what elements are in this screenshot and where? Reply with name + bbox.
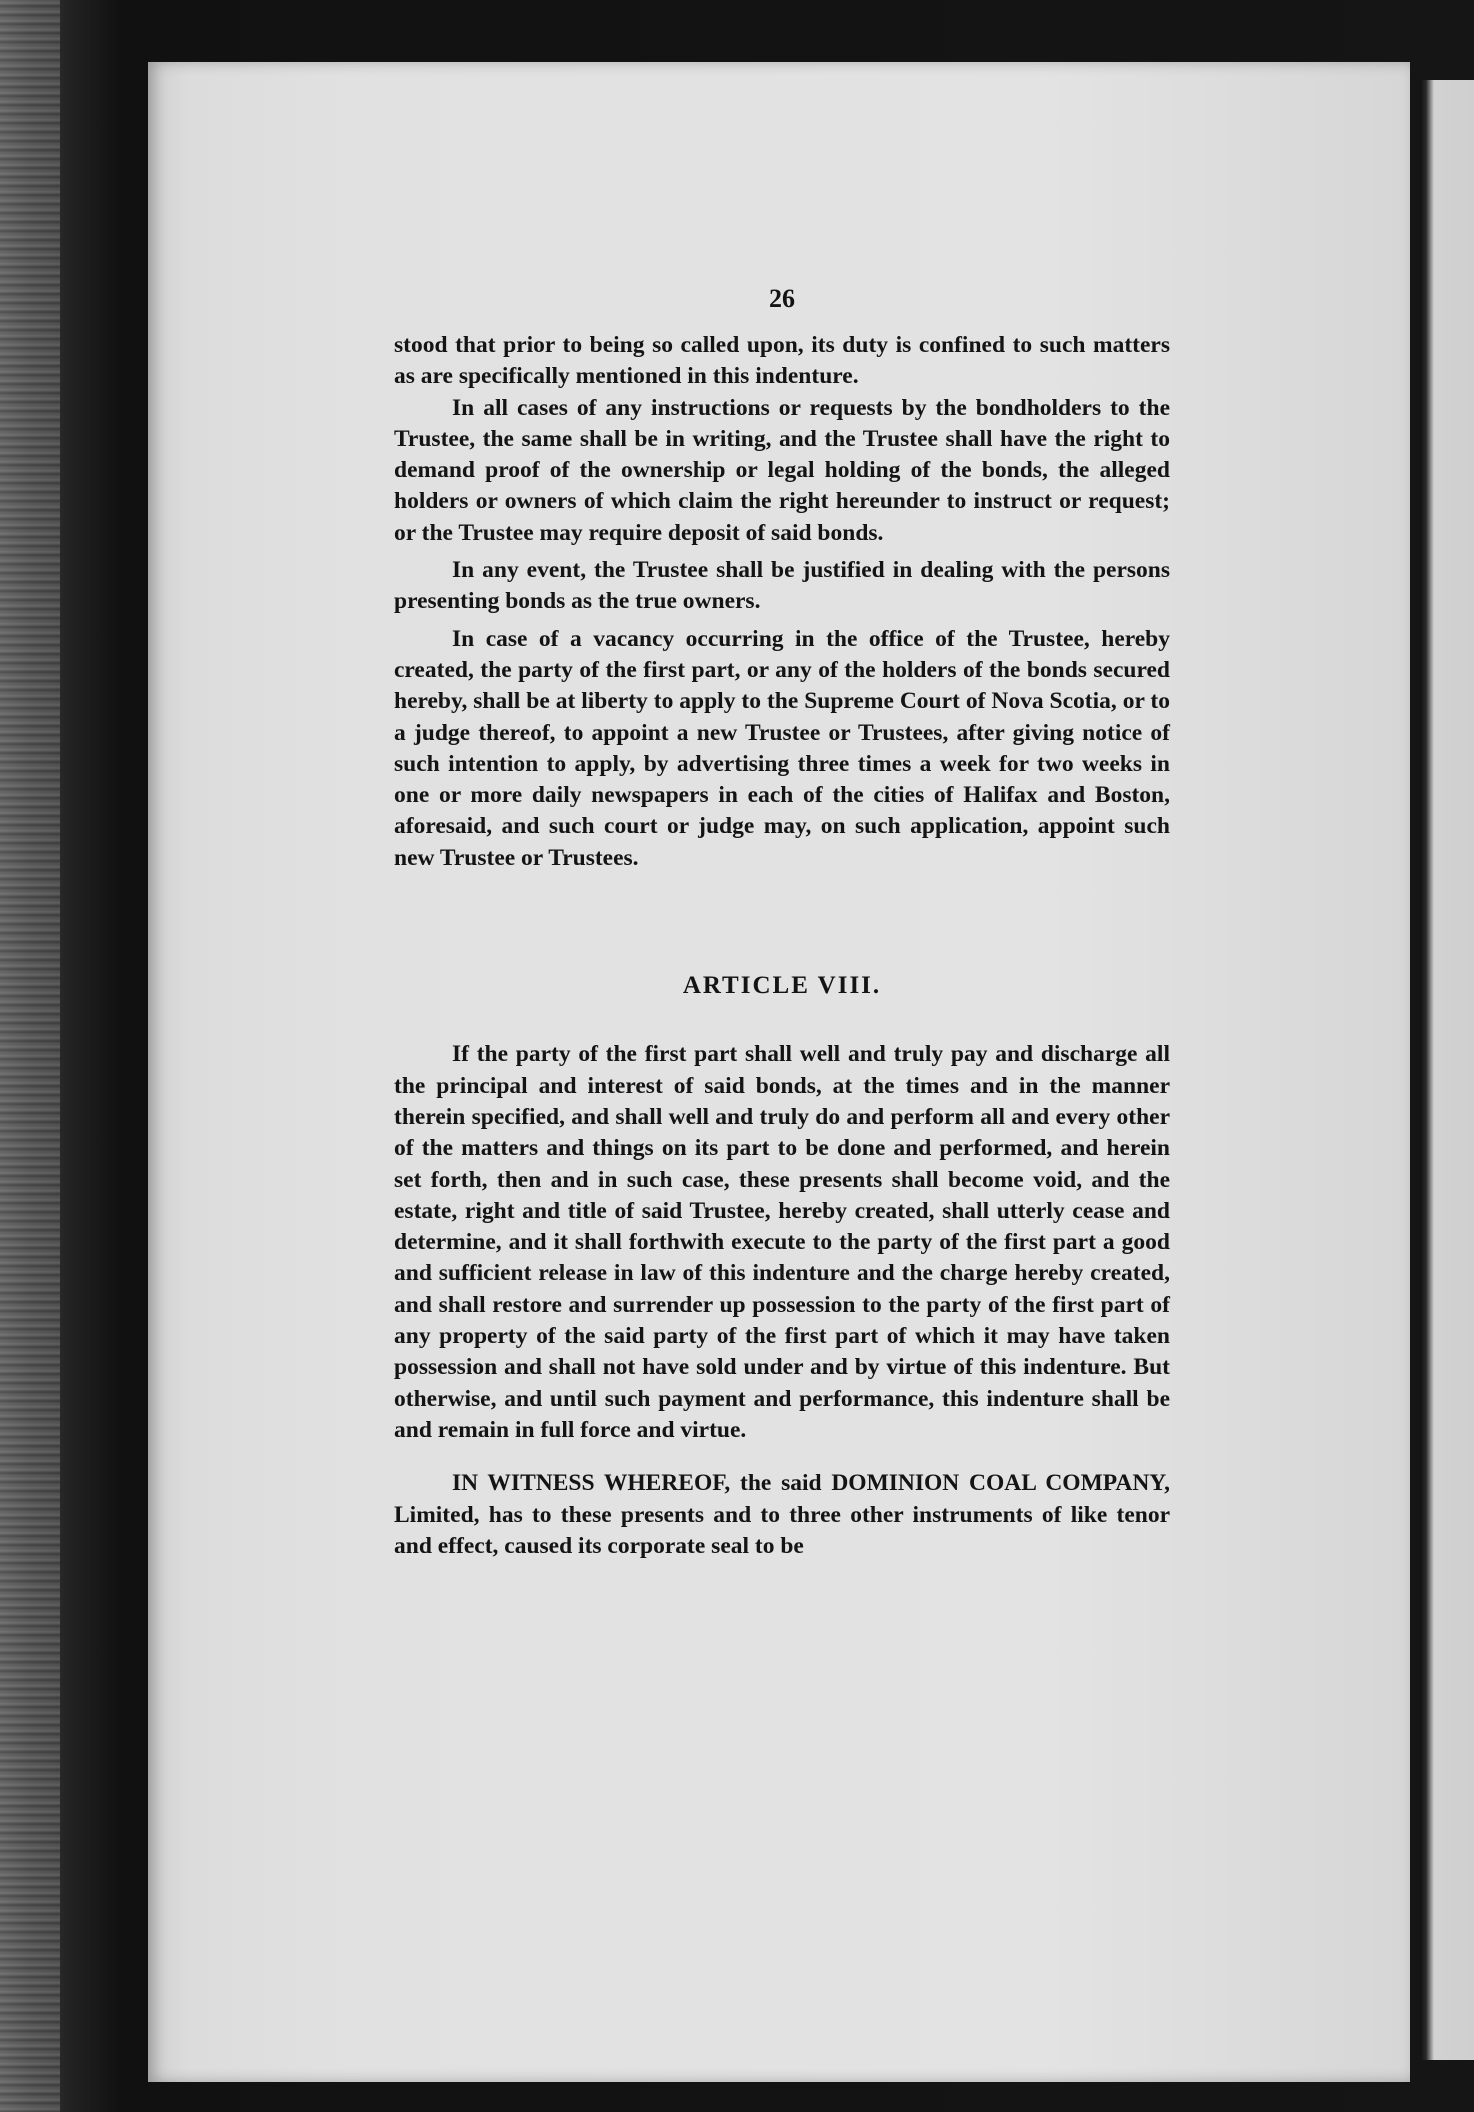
paragraph-vacancy: In case of a vacancy occurring in the office of the Trustee, hereby created, the party of the first part, or any of the holders of the bonds secured hereby, shall be at liberty to apply to the Supreme Court of Nova Scotia, or to a judge thereof, to appoint a new Trustee or Trustees, after giving notice of such intention to apply, by advertising three times a week for two weeks in one or more daily newspapers in each of the cities of Halifax and Boston, aforesaid, and such court or judge may, on such application, appoint such new Trustee or Trustees. xyxy=(394,625,1170,871)
paragraph-justified-dealing: In any event, the Trustee shall be justified in dealing with the persons presenting bonds as the true owners. xyxy=(394,557,1170,615)
paragraph-instructions: In all cases of any instructions or requests by the bondholders to the Trustee, the same shall be in writing, and the Trustee shall have the right to demand proof of the ownership or legal holding of the bonds, the alleged holders or owners of which claim the right hereunder to instruct or request; or the Trustee may require deposit of said bonds. xyxy=(394,394,1170,546)
article-heading: ARTICLE VIII. xyxy=(682,972,882,1000)
paragraph-continued: stood that prior to being so called upon, its duty is confined to such matters as are specifically mentioned in this indenture. xyxy=(394,332,1170,390)
book-binding-edge xyxy=(0,0,60,2112)
page-text xyxy=(394,284,1170,1562)
paragraph-release: If the party of the first part shall well and truly pay and discharge all the principal and interest of said bonds, at the times and in the manner therein specified, and shall well and truly do and perform all and every other of the matters and things on its part to be done and performed, and herein set forth, then and in such case, these presents shall become void, and the estate, right and title of said Trustee, hereby created, shall utterly cease and determine, and it shall forthwith execute to the party of the first part a good and sufficient release in law of this indenture and the charge hereby created, and shall restore and surrender up possession to the party of the first part of any property of the said party of the first part of which it may have taken possession and shall not have sold under and by virtue of this indenture. But otherwise, and until such payment and performance, this indenture shall be and remain in full force and virtue. xyxy=(394,1041,1170,1443)
page-number: 26 xyxy=(769,284,795,313)
paragraph-witness: IN WITNESS WHEREOF, the said DOMINION COAL COMPANY, Limited, has to these presents and to three other instruments of like tenor and effect, caused its corporate seal to be xyxy=(394,1470,1170,1559)
adjacent-page-edge xyxy=(1420,80,1474,2060)
